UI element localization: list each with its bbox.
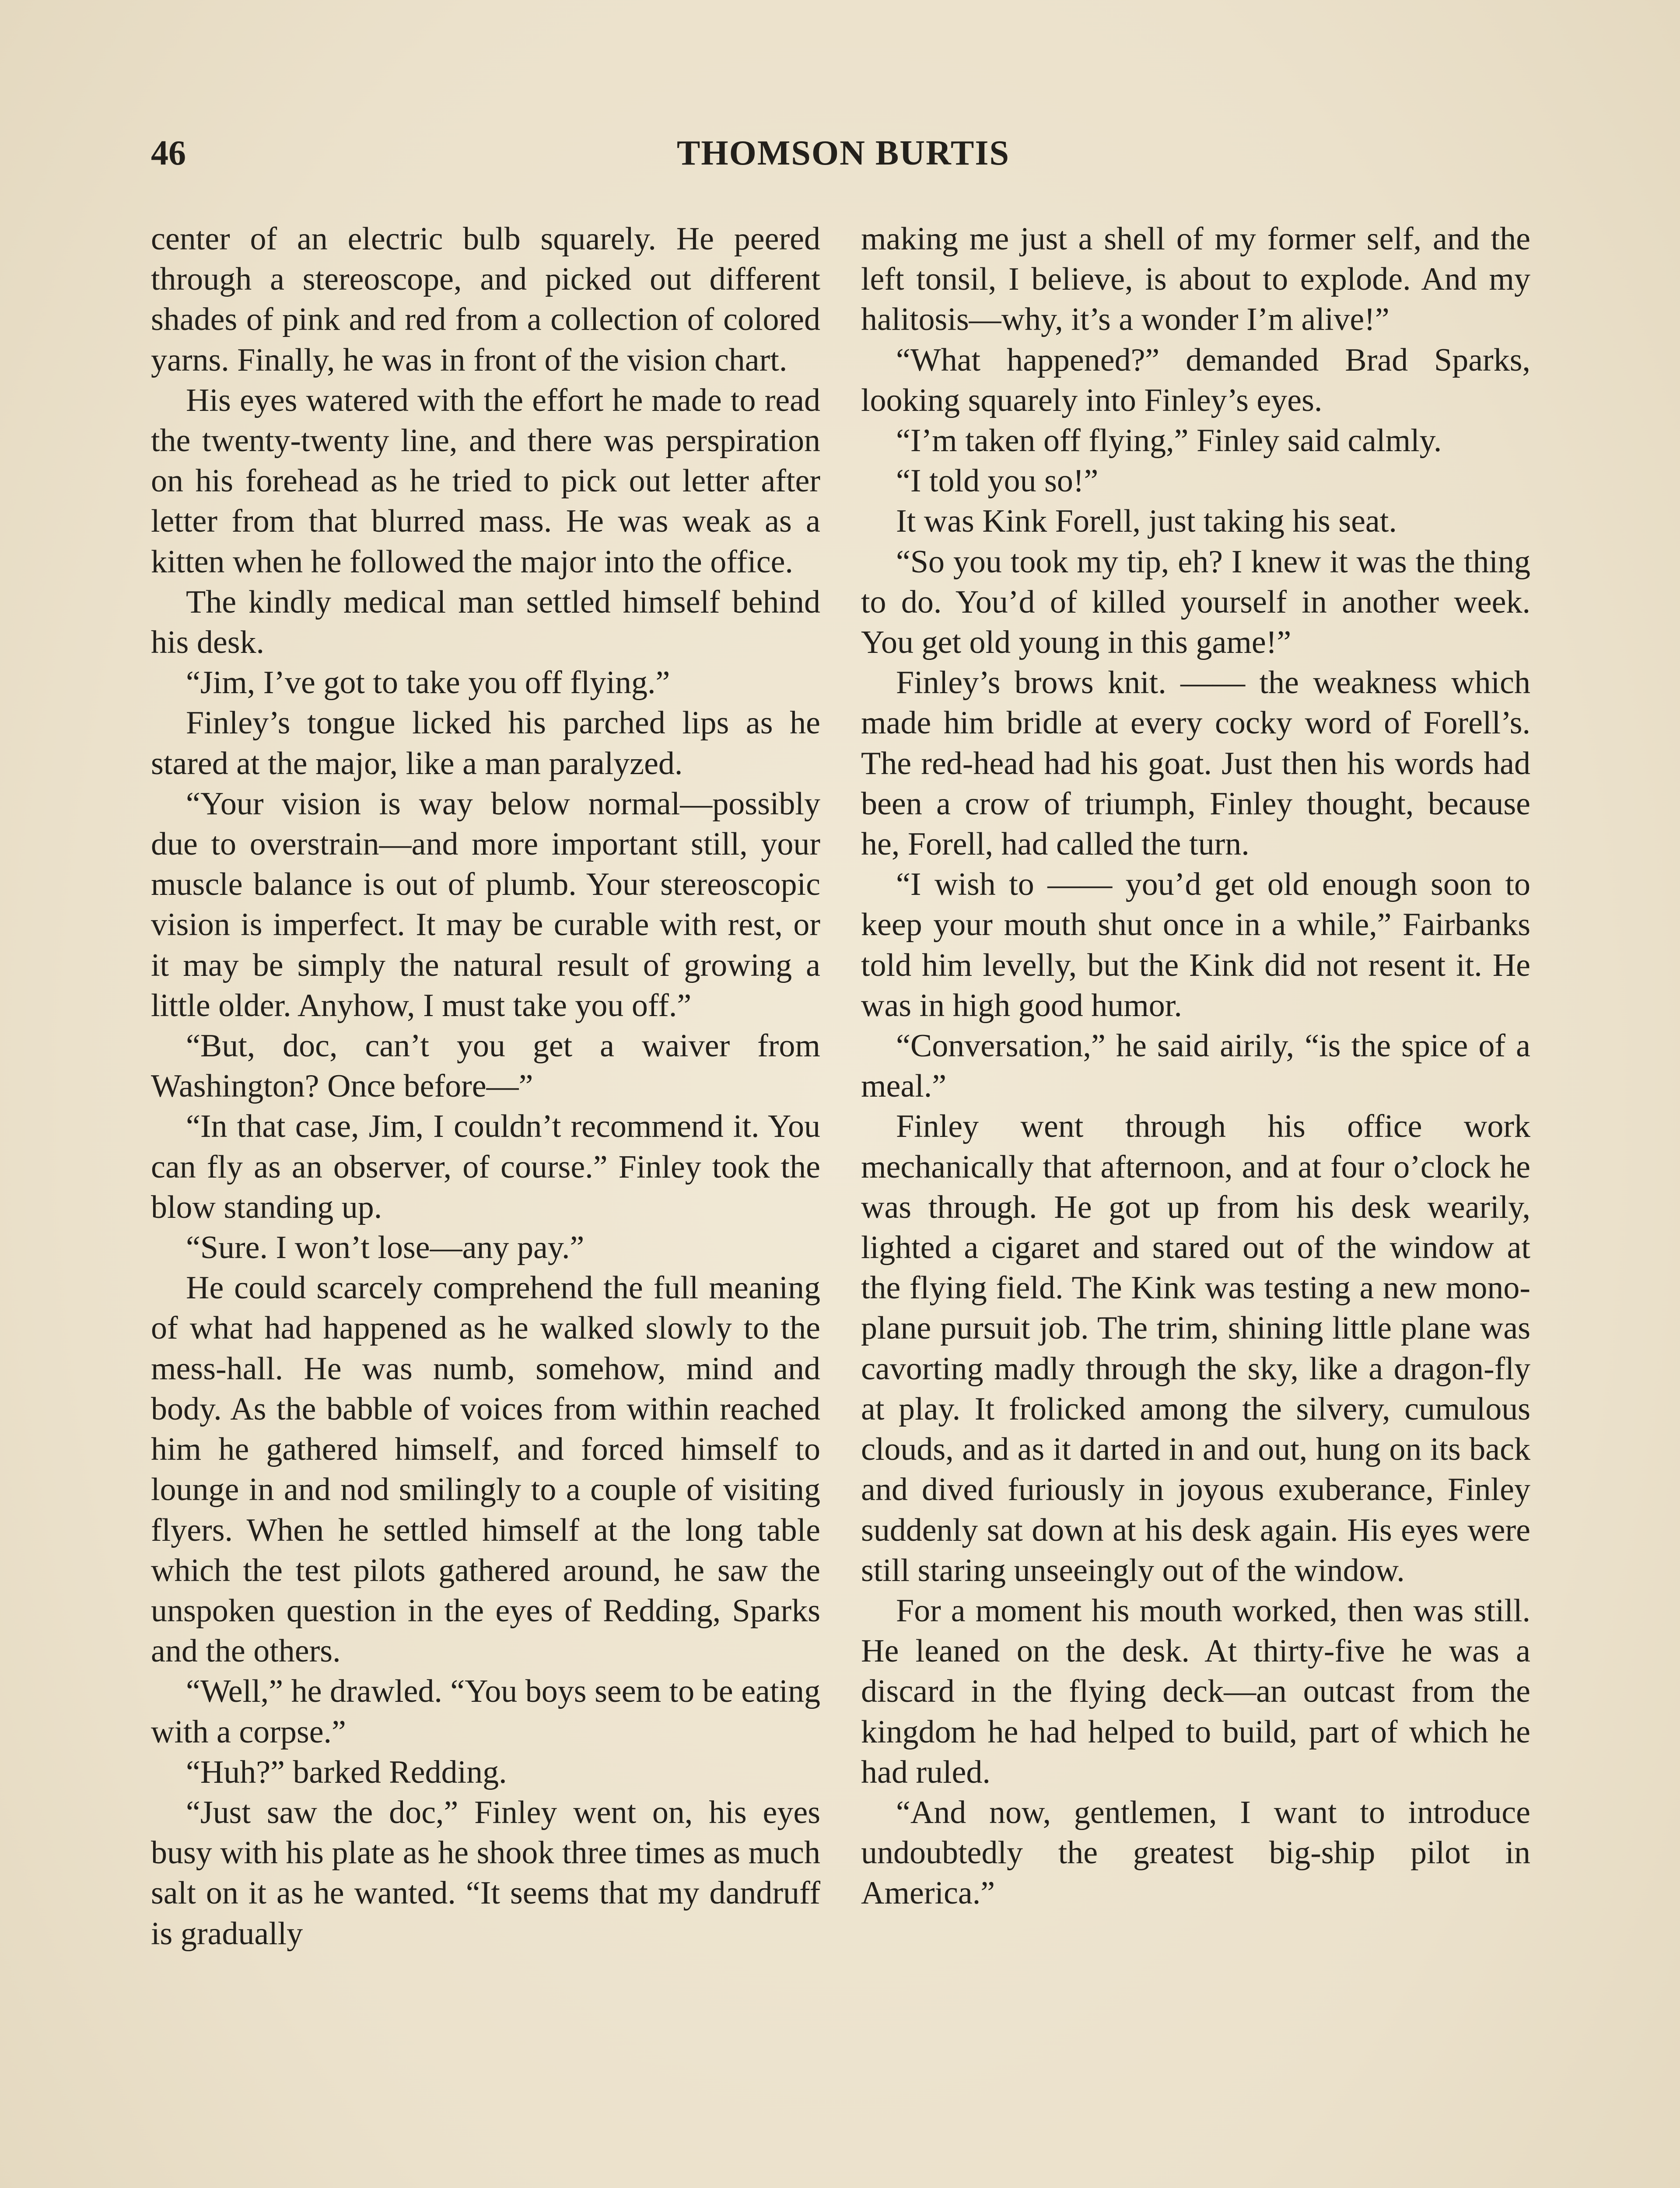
paragraph: making me just a shell of my former self, and the left tonsil, I believe, is about to explode. And my halitosis—why, it’s a wonder I’m alive!” [861,221,1530,338]
paragraph: His eyes watered with the effort he made to read the twenty-twenty line, and there was perspiration on his forehead as he tried to pick out letter after letter from that blurred mass. He was weak as a kitten when he followed the major into the office. [151,382,820,580]
paragraph: Finley’s tongue licked his parched lips as he stared at the major, like a man paralyzed. [151,705,820,782]
paragraph: “Well,” he drawled. “You boys seem to be eating with a corpse.” [151,1673,820,1750]
running-head: THOMSON BURTIS [677,134,1010,172]
paragraph: center of an electric bulb squarely. He peered through a stereoscope, and picked out different shades of pink and red from a collection of colored yarns. Finally, he was in front of the vision chart. [151,221,820,378]
page-number: 46 [151,134,186,172]
paragraph: “In that case, Jim, I couldn’t recommend it. You can fly as an observer, of course.” Finley took the blow standing up. [151,1108,820,1225]
paragraph: “What happened?” demanded Brad Sparks, looking squarely into Finley’s eyes. [861,342,1530,418]
paragraph: “But, doc, can’t you get a waiver from Washington? Once before—” [151,1028,820,1105]
paragraph: The kindly medical man settled himself behind his desk. [151,584,820,661]
paragraph: “I wish to —— you’d get old enough soon to keep your mouth shut once in a while,” Fairbanks told him levelly, but the Kink did not resent it. He was in high good humor. [861,866,1530,1024]
paragraph: “I told you so!” [896,463,1099,499]
page-header [151,127,1536,179]
paragraph: “Conversation,” he said airily, “is the spice of a meal.” [861,1028,1530,1105]
paragraph: “Just saw the doc,” Finley went on, his eyes busy with his plate as he shook three times as much salt on it as he wanted. “It seems that my dandruff is gradually [151,1794,820,1952]
paragraph: “I’m taken off flying,” Finley said calmly. [896,423,1442,459]
paragraph: “Your vision is way below normal—possibly due to overstrain—and more important still, your muscle balance is out of plumb. Your stereoscopic vision is imperfect. It may be curable with rest, or it may be simply the natural result of growing a little older. Anyhow, I must take you off.” [151,785,820,1024]
paragraph: “Huh?” barked Redding. [186,1754,507,1790]
paragraph: “So you took my tip, eh? I knew it was the thing to do. You’d of killed yourself in another week. You get old young in this game!” [861,543,1530,661]
paragraph: It was Kink Forell, just taking his seat. [896,503,1397,540]
paragraph: “And now, gentlemen, I want to introduce undoubtedly the greatest big-ship pilot in America.” [861,1794,1530,1911]
paragraph: Finley went through his office work mechanically that afternoon, and at four o’clock he was through. He got up from his desk wearily, lighted a cigaret and stared out of the window at the flying field. The Kink was testing a new monoplane pursuit job. The trim, shining little plane was cavorting madly through the sky, like a dragon-fly at play. It frolicked among the silvery, cumulous clouds, and as it darted in and out, hung on its back and dived furiously in joyous exuberance, Finley suddenly sat down at his desk again. His eyes were still staring unseeingly out of the window. [861,1108,1530,1588]
paragraph: He could scarcely comprehend the full meaning of what had happened as he walked slowly to the mess-hall. He was numb, somehow, mind and body. As the babble of voices from within reached him he gathered himself, and forced himself to lounge in and nod smilingly to a couple of visiting flyers. When he settled himself at the long table which the test pilots gathered around, he saw the unspoken question in the eyes of Redding, Sparks and the others. [151,1270,820,1669]
paragraph: “Jim, I’ve got to take you off flying.” [186,665,670,701]
paragraph: For a moment his mouth worked, then was still. He leaned on the desk. At thirty-five he was a discard in the flying deck—an outcast from the kingdom he had helped to build, part of which he had ruled. [861,1592,1530,1790]
paragraph: Finley’s brows knit. —— the weakness which made him bridle at every cocky word of Forell’s. The red-head had his goat. Just then his words had been a crow of triumph, Finley thought, because he, Forell, had called the turn. [861,665,1530,863]
left-column [151,219,820,1954]
paragraph: “Sure. I won’t lose—any pay.” [186,1230,584,1266]
right-column [861,219,1530,1914]
